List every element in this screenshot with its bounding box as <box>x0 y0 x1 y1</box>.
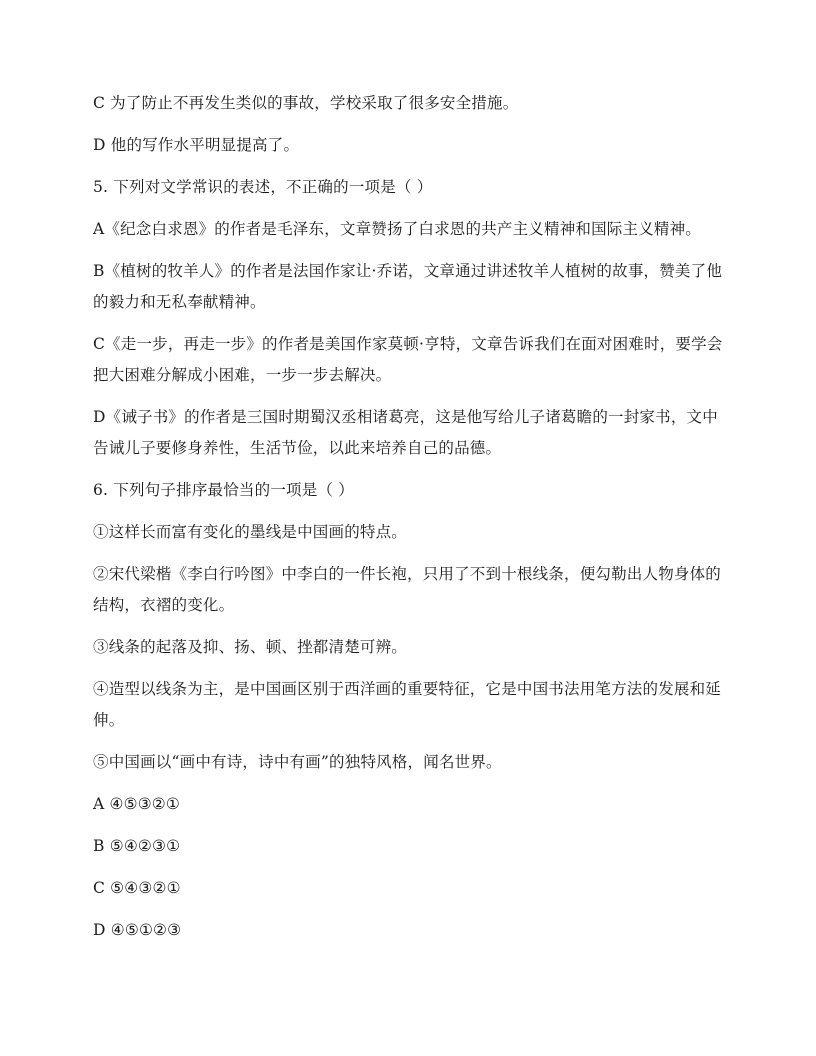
question-5-option-d: D《诫子书》的作者是三国时期蜀汉丞相诸葛亮，这是他写给儿子诸葛瞻的一封家书，文中告诫儿子要修身养性，生活节俭，以此来培养自己的品德。 <box>93 408 718 457</box>
question-6-option-c: C ⑤④③②① <box>93 879 181 897</box>
option-d-line: D 他的写作水平明显提高了。 <box>93 136 300 154</box>
question-5-stem: 5. 下列对文学常识的表述，不正确的一项是（ ） <box>93 178 433 196</box>
option-c-line: C 为了防止不再发生类似的事故，学校采取了很多安全措施。 <box>93 94 519 112</box>
question-5-option-c: C《走一步，再走一步》的作者是美国作家莫顿·亨特，文章告诉我们在面对困难时，要学会把大困难分解成小困难，一步一步去解决。 <box>93 335 723 384</box>
question-6-option-b: B ⑤④②③① <box>93 837 181 855</box>
sentence-5: ⑤中国画以“画中有诗，诗中有画”的独特风格，闻名世界。 <box>93 753 502 771</box>
sentence-4: ④造型以线条为主，是中国画区别于西洋画的重要特征，它是中国书法用笔方法的发展和延伸。 <box>93 680 722 729</box>
question-6-stem: 6. 下列句子排序最恰当的一项是（ ） <box>93 481 354 499</box>
question-5-option-a: A《纪念白求恩》的作者是毛泽东，文章赞扬了白求恩的共产主义精神和国际主义精神。 <box>93 220 701 238</box>
sentence-3: ③线条的起落及抑、扬、顿、挫都清楚可辨。 <box>93 638 408 656</box>
sentence-1: ①这样长而富有变化的墨线是中国画的特点。 <box>93 523 408 541</box>
question-6-option-d: D ④⑤①②③ <box>93 921 182 939</box>
question-5-option-b: B《植树的牧羊人》的作者是法国作家让·乔诺，文章通过讲述牧羊人植树的故事，赞美了他的毅力和无私奉献精神。 <box>93 262 723 311</box>
document-page <box>93 88 723 957</box>
sentence-2: ②宋代梁楷《李白行吟图》中李白的一件长袍，只用了不到十根线条，便勾勒出人物身体的结构，衣褶的变化。 <box>93 565 722 614</box>
question-6-option-a: A ④⑤③②① <box>93 795 180 813</box>
